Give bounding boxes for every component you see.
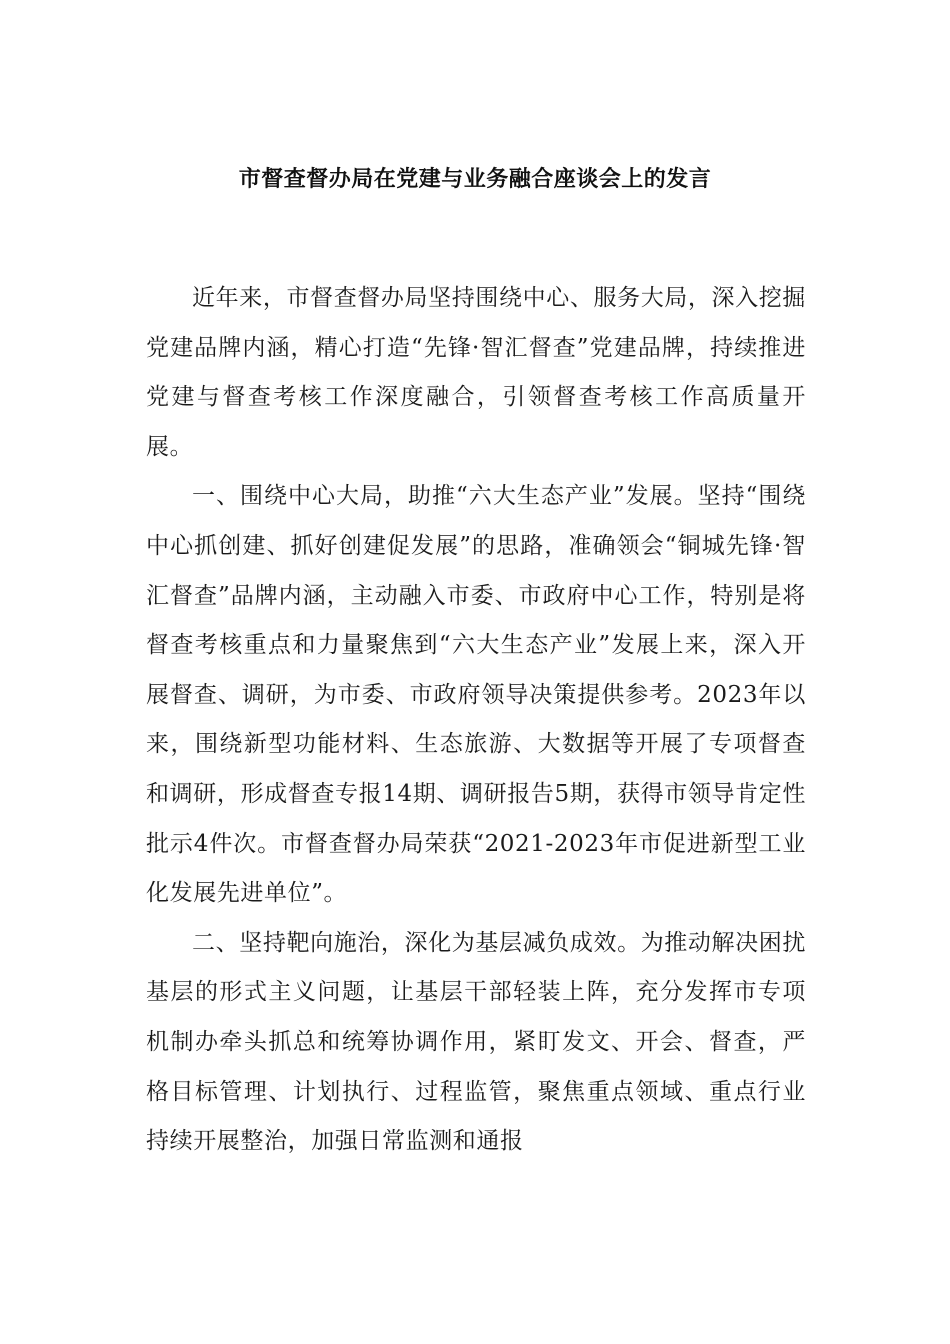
paragraph-intro: 近年来，市督查督办局坚持围绕中心、服务大局，深入挖掘党建品牌内涵，精心打造“先锋·智汇督查”党建品牌，持续推进党建与督查考核工作深度融合，引领督查考核工作高质量开展。	[146, 285, 806, 460]
document-body	[146, 274, 806, 1167]
paragraph-section-two: 二、坚持靶向施治，深化为基层减负成效。为推动解决困扰基层的形式主义问题，让基层干部轻装上阵，充分发挥市专项机制办牵头抓总和统筹协调作用，紧盯发文、开会、督查，严格目标管理、计划执行、过程监管，聚焦重点领域、重点行业持续开展整治，加强日常监测和通报	[146, 929, 806, 1155]
document-title: 市督查督办局在党建与业务融合座谈会上的发言	[238, 167, 712, 192]
paragraph-section-one: 一、围绕中心大局，助推“六大生态产业”发展。坚持“围绕中心抓创建、抓好创建促发展”的思路，准确领会“铜城先锋·智汇督查”品牌内涵，主动融入市委、市政府中心工作，特别是将督查考核重点和力量聚焦到“六大生态产业”发展上来，深入开展督查、调研，为市委、市政府领导决策提供参考。2023年以来，围绕新型功能材料、生态旅游、大数据等开展了专项督查和调研，形成督查专报14期、调研报告5期，获得市领导肯定性批示4件次。市督查督办局荣获“2021-2023年市促进新型工业化发展先进单位”。	[146, 483, 806, 907]
